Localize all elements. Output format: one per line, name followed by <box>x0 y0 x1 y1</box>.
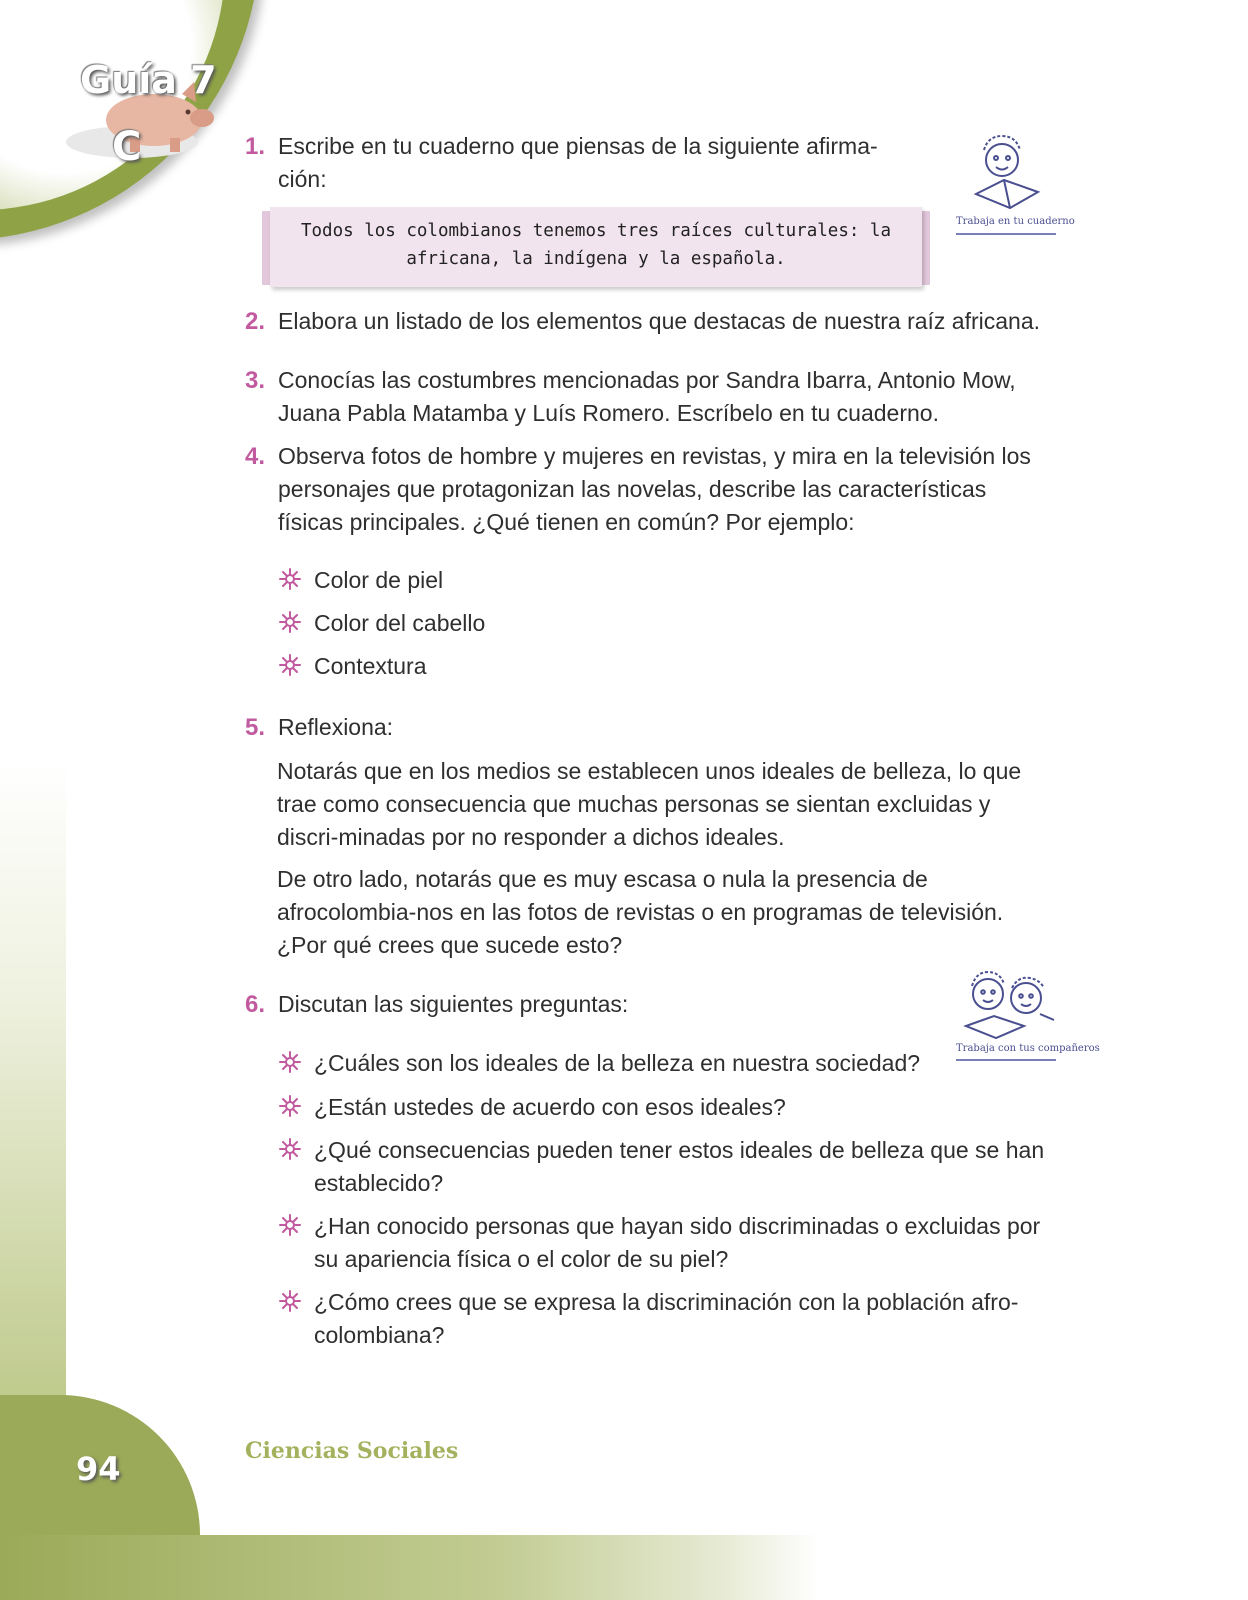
peers-work-underline <box>956 1059 1056 1061</box>
guide-title: Guía 7 <box>80 58 217 102</box>
bullet-text: ¿Cómo crees que se expresa la discriminación con la población afro-colombiana? <box>314 1289 1019 1348</box>
reflection-paragraph-2: De otro lado, notarás que es muy escasa o nula la presencia de afrocolombia-nos en las fotos de revistas o en programas de televisión. ¿Por qué crees que sucede esto? <box>277 866 1004 958</box>
asterisk-bullet-icon <box>278 653 302 677</box>
item-text: Discutan las siguientes preguntas: <box>278 991 629 1017</box>
item-text: Conocías las costumbres mencionadas por Sandra Ibarra, Antonio Mow, Juana Pabla Matamba y Luís Romero. Escríbelo en tu cuaderno. <box>278 367 1016 426</box>
item-text: Reflexiona: <box>278 714 394 740</box>
bullet-item <box>278 607 485 640</box>
bullet-text: ¿Han conocido personas que hayan sido discriminadas o excluidas por su apariencia física o el color de su piel? <box>314 1213 1041 1272</box>
page-number: 94 <box>76 1450 121 1488</box>
asterisk-bullet-icon <box>278 1289 302 1313</box>
bullet-item <box>278 1286 1058 1352</box>
bullet-item <box>278 650 427 683</box>
item-number: 3. <box>245 367 266 394</box>
item-1 <box>245 130 885 196</box>
item-number: 6. <box>245 991 266 1018</box>
asterisk-bullet-icon <box>278 1137 302 1161</box>
item-3 <box>245 364 1045 430</box>
item-6 <box>245 988 885 1021</box>
item-number: 2. <box>245 308 266 335</box>
notebook-work-underline <box>956 233 1056 235</box>
quote-box <box>262 207 930 287</box>
item-number: 5. <box>245 714 266 741</box>
peers-work-icon <box>960 968 1060 1042</box>
item-number: 4. <box>245 443 266 470</box>
reflection-paragraph-1: Notarás que en los medios se establecen unos ideales de belleza, lo que trae como consecuencia que muchas personas se sientan excluidas y discri-minadas por no responder a dichos ideales. <box>277 758 1022 850</box>
asterisk-bullet-icon <box>278 567 302 591</box>
bullet-text: Color del cabello <box>314 610 486 636</box>
asterisk-bullet-icon <box>278 1213 302 1237</box>
bullet-item <box>278 1047 938 1080</box>
bullet-item <box>278 564 443 597</box>
bullet-text: ¿Cuáles son los ideales de la belleza en nuestra sociedad? <box>314 1050 921 1076</box>
item-5 <box>245 711 1045 744</box>
guide-letter: C <box>112 124 142 170</box>
bullet-item <box>278 1210 1058 1276</box>
left-decorative-band <box>0 0 66 1600</box>
bullet-text: Contextura <box>314 653 427 679</box>
bullet-text: ¿Qué consecuencias pueden tener estos ideales de belleza que se han establecido? <box>314 1137 1045 1196</box>
item-number: 1. <box>245 133 266 160</box>
bullet-item <box>278 1091 1038 1124</box>
bullet-text: ¿Están ustedes de acuerdo con esos ideales? <box>314 1094 786 1120</box>
bottom-decorative-band <box>0 1535 1248 1600</box>
bullet-item <box>278 1134 1058 1200</box>
asterisk-bullet-icon <box>278 610 302 634</box>
peers-work-label: Trabaja con tus compañeros <box>956 1043 1100 1054</box>
item-4 <box>245 440 1045 539</box>
item-text: Escribe en tu cuaderno que piensas de la siguiente afirma- ción: <box>278 133 878 192</box>
quote-text: Todos los colombianos tenemos tres raíces culturales: la africana, la indígena y la española. <box>300 221 891 269</box>
item-2 <box>245 305 1055 338</box>
bullet-text: Color de piel <box>314 567 444 593</box>
asterisk-bullet-icon <box>278 1050 302 1074</box>
footer-subject: Ciencias Sociales <box>245 1438 459 1464</box>
notebook-work-icon <box>968 132 1044 212</box>
notebook-work-label: Trabaja en tu cuaderno <box>956 216 1075 227</box>
item-text: Observa fotos de hombre y mujeres en revistas, y mira en la televisión los personajes que protagonizan las novelas, describe las características físicas principales. ¿Qué tienen en común? Por ejemplo: <box>278 443 1031 535</box>
item-text: Elabora un listado de los elementos que destacas de nuestra raíz africana. <box>278 308 1041 334</box>
asterisk-bullet-icon <box>278 1094 302 1118</box>
